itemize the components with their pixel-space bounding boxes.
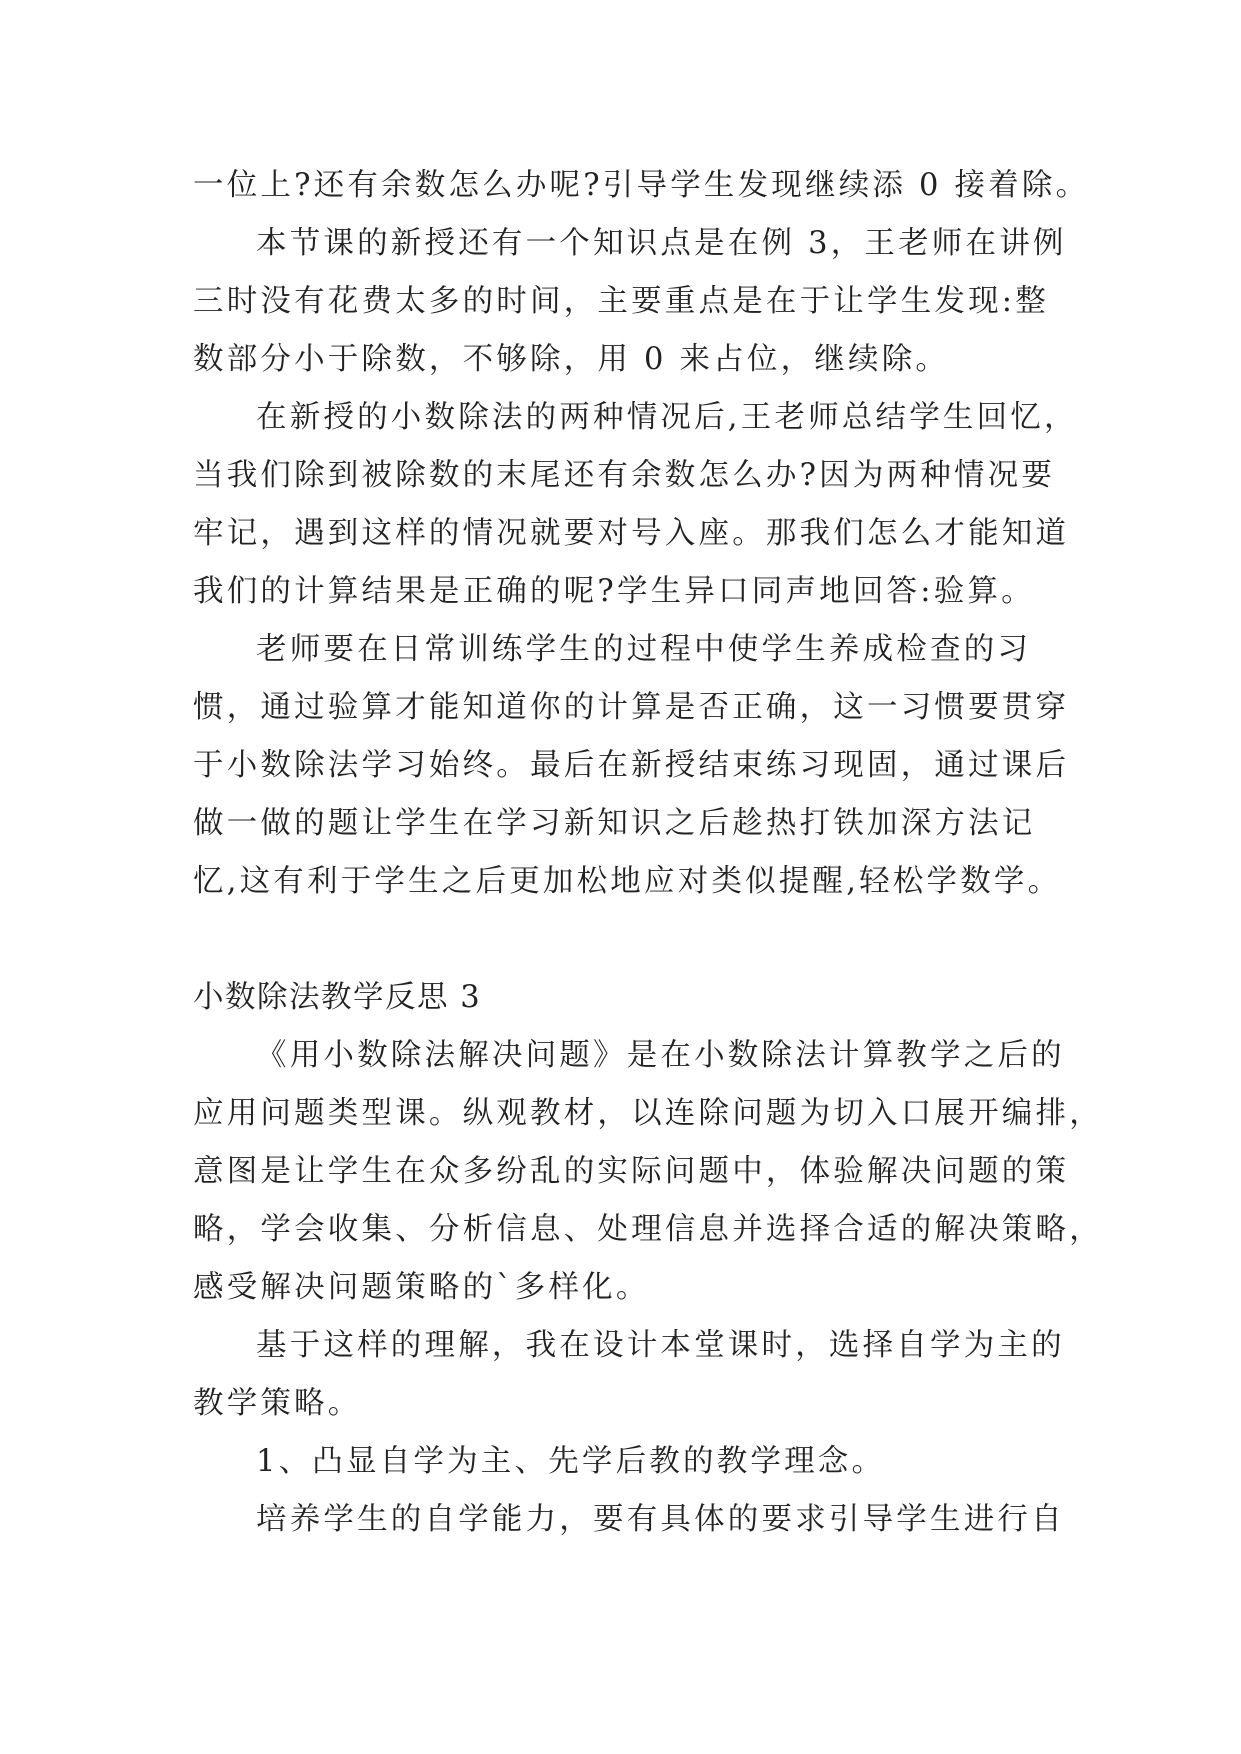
text-line: 略，学会收集、分析信息、处理信息并选择合适的解决策略， bbox=[193, 1212, 1103, 1247]
text-line: 一位上?还有余数怎么办呢?引导学生发现继续添 0 接着除。 bbox=[193, 168, 1090, 203]
text-line: 当我们除到被除数的末尾还有余数怎么办?因为两种情况要 bbox=[193, 458, 1056, 493]
text-line: 牢记，遇到这样的情况就要对号入座。那我们怎么才能知道 bbox=[193, 516, 1070, 551]
text-line: 做一做的题让学生在学习新知识之后趁热打铁加深方法记 bbox=[193, 806, 1036, 841]
text-line: 在新授的小数除法的两种情况后,王老师总结学生回忆， bbox=[256, 400, 1078, 435]
text-line: 1、凸显自学为主、先学后教的教学理念。 bbox=[256, 1444, 886, 1479]
text-line: 老师要在日常训练学生的过程中使学生养成检查的习 bbox=[256, 632, 1032, 667]
text-line: 感受解决问题策略的`多样化。 bbox=[193, 1270, 650, 1305]
text-line: 惯，通过验算才能知道你的计算是否正确，这一习惯要贯穿 bbox=[193, 690, 1070, 725]
text-line: 意图是让学生在众多纷乱的实际问题中，体验解决问题的策 bbox=[193, 1154, 1070, 1189]
text-line: 本节课的新授还有一个知识点是在例 3，王老师在讲例 bbox=[256, 226, 1067, 261]
text-line: 培养学生的自学能力，要有具体的要求引导学生进行自 bbox=[256, 1502, 1065, 1537]
section-heading: 小数除法教学反思 3 bbox=[193, 980, 482, 1015]
text-line: 于小数除法学习始终。最后在新授结束练习现固，通过课后 bbox=[193, 748, 1070, 783]
text-line: 基于这样的理解，我在设计本堂课时，选择自学为主的 bbox=[256, 1328, 1065, 1363]
text-line: 教学策略。 bbox=[193, 1386, 362, 1421]
text-line: 忆,这有利于学生之后更加松地应对类似提醒,轻松学数学。 bbox=[193, 864, 1062, 899]
text-line: 数部分小于除数，不够除，用 0 来占位，继续除。 bbox=[193, 342, 950, 377]
text-line: 应用问题类型课。纵观教材，以连除问题为切入口展开编排， bbox=[193, 1096, 1103, 1131]
text-line: 我们的计算结果是正确的呢?学生异口同声地回答:验算。 bbox=[193, 574, 1035, 609]
text-line: 《用小数除法解决问题》是在小数除法计算教学之后的 bbox=[256, 1038, 1065, 1073]
text-line: 三时没有花费太多的时间，主要重点是在于让学生发现:整 bbox=[193, 284, 1049, 319]
